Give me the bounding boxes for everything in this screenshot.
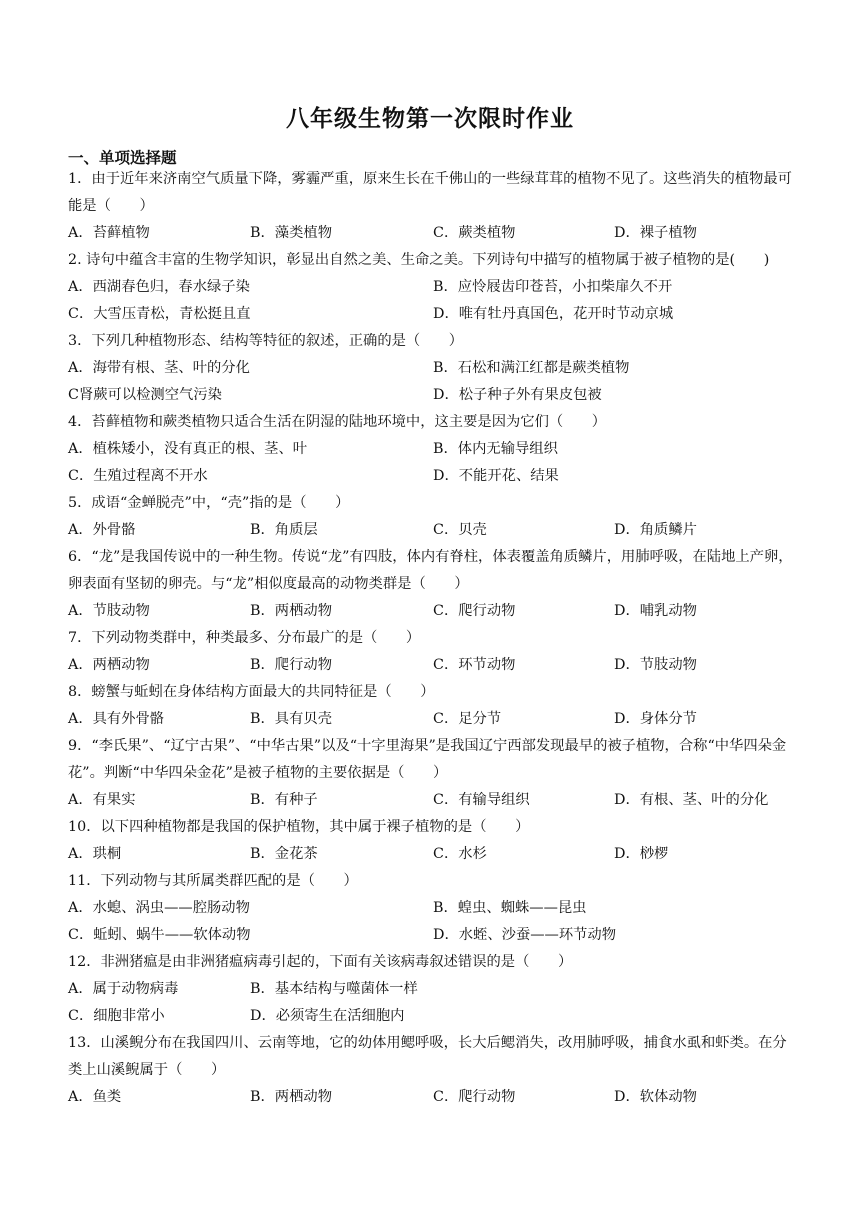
option-b: B．两栖动物 — [250, 603, 332, 619]
option-c: C．足分节 — [433, 711, 502, 727]
option-c: C肾蕨可以检测空气污染 — [68, 387, 222, 403]
question-1-stem: 1．由于近年来济南空气质量下降，雾霾严重，原来生长在千佛山的一些绿茸茸的植物不见了。这些消失的植物最可能是（ ） — [68, 171, 792, 214]
question-11-stem: 11．下列动物与其所属类群匹配的是（ ） — [68, 873, 358, 889]
question-12-options-row2 — [68, 1003, 808, 1030]
option-a: A．植株矮小，没有真正的根、茎、叶 — [68, 441, 308, 457]
option-d: D．桫椤 — [614, 846, 669, 862]
question-3-options-row1 — [68, 355, 808, 382]
option-a: A．苔藓植物 — [68, 225, 150, 241]
option-d: D．裸子植物 — [614, 225, 697, 241]
option-b: B．角质层 — [250, 522, 318, 538]
option-d: D．哺乳动物 — [614, 603, 697, 619]
question-8-stem: 8．螃蟹与蚯蚓在身体结构方面最大的共同特征是（ ） — [68, 684, 435, 700]
option-b: B．爬行动物 — [250, 657, 332, 673]
question-3-stem: 3．下列几种植物形态、结构等特征的叙述，正确的是（ ） — [68, 333, 464, 349]
option-a: A．鱼类 — [68, 1089, 122, 1105]
question-11-options-row2 — [68, 922, 808, 949]
option-b: B．藻类植物 — [250, 225, 332, 241]
option-a: A．海带有根、茎、叶的分化 — [68, 360, 250, 376]
question-13-stem: 13．山溪鲵分布在我国四川、云南等地，它的幼体用鳃呼吸，长大后鳃消失，改用肺呼吸，捕食水虱和虾类。在分类上山溪鲵属于（ ） — [68, 1035, 787, 1078]
question-8-options — [68, 706, 808, 733]
option-a: A．两栖动物 — [68, 657, 150, 673]
option-b: B．应怜屐齿印苍苔，小扣柴扉久不开 — [433, 279, 673, 295]
option-b: B．金花茶 — [250, 846, 318, 862]
section-heading: 一、单项选择题 — [68, 149, 177, 167]
question-12-options-row1 — [68, 976, 808, 1003]
option-c: C．细胞非常小 — [68, 1008, 165, 1024]
option-b: B．具有贝壳 — [250, 711, 332, 727]
question-9-stem: 9．“李氏果”、“辽宁古果”、“中华古果”以及“十字里海果”是我国辽宁西部发现最早的被子植物，合称“中华四朵金花”。判断“中华四朵金花”是被子植物的主要依据是（ ） — [68, 738, 787, 781]
option-a: A．属于动物病毒 — [68, 981, 179, 997]
option-d: D．角质鳞片 — [614, 522, 697, 538]
option-a: A．节肢动物 — [68, 603, 150, 619]
question-1-options — [68, 220, 808, 247]
question-13-options — [68, 1084, 808, 1111]
option-c: C．水杉 — [433, 846, 487, 862]
option-c: C．爬行动物 — [433, 1089, 516, 1105]
option-d: D．必须寄生在活细胞内 — [250, 1008, 405, 1024]
option-d: D．松子种子外有果皮包被 — [433, 387, 602, 403]
option-a: A．珙桐 — [68, 846, 122, 862]
question-2-stem: 2. 诗句中蕴含丰富的生物学知识，彰显出自然之美、生命之美。下列诗句中描写的植物属于被子植物的是( ) — [68, 252, 770, 268]
question-4-options-row2 — [68, 463, 808, 490]
option-b: B．石松和满江红都是蕨类植物 — [433, 360, 630, 376]
question-10-options — [68, 841, 808, 868]
document-title: 八年级生物第一次限时作业 — [286, 106, 574, 132]
question-3-options-row2 — [68, 382, 808, 409]
question-10-stem: 10．以下四种植物都是我国的保护植物，其中属于裸子植物的是（ ） — [68, 819, 530, 835]
question-4-stem: 4．苔藓植物和蕨类植物只适合生活在阴湿的陆地环境中，这主要是因为它们（ ） — [68, 414, 607, 430]
question-11-options-row1 — [68, 895, 808, 922]
option-c: C．生殖过程离不开水 — [68, 468, 208, 484]
option-c: C．环节动物 — [433, 657, 516, 673]
question-7-stem: 7．下列动物类群中，种类最多、分布最广的是（ ） — [68, 630, 421, 646]
question-2-options-row1 — [68, 274, 808, 301]
option-c: C．有输导组织 — [433, 792, 530, 808]
question-6-stem: 6．“龙”是我国传说中的一种生物。传说“龙”有四肢，体内有脊柱，体表覆盖角质鳞片，用肺呼吸，在陆地上产卵，卵表面有坚韧的卵壳。与“龙”相似度最高的动物类群是（ ） — [68, 549, 793, 592]
option-a: A．西湖春色归，春水绿子染 — [68, 279, 250, 295]
question-5-stem: 5．成语“金蝉脱壳”中，“壳”指的是（ ） — [68, 495, 350, 511]
option-c: C．贝壳 — [433, 522, 487, 538]
option-b: B．体内无输导组织 — [433, 441, 558, 457]
question-12-stem: 12．非洲猪瘟是由非洲猪瘟病毒引起的，下面有关该病毒叙述错误的是（ ） — [68, 954, 573, 970]
option-d: D．不能开花、结果 — [433, 468, 559, 484]
question-4-options-row1 — [68, 436, 808, 463]
option-a: A．具有外骨骼 — [68, 711, 165, 727]
option-d: D．软体动物 — [614, 1089, 697, 1105]
option-a: A．水螅、涡虫——腔肠动物 — [68, 900, 250, 916]
option-c: C．大雪压青松，青松挺且直 — [68, 306, 251, 322]
question-5-options — [68, 517, 808, 544]
option-b: B．蝗虫、蜘蛛——昆虫 — [433, 900, 587, 916]
option-b: B．基本结构与噬菌体一样 — [250, 981, 418, 997]
question-2-options-row2 — [68, 301, 808, 328]
option-d: D．有根、茎、叶的分化 — [614, 792, 769, 808]
option-b: B．两栖动物 — [250, 1089, 332, 1105]
option-d: D．节肢动物 — [614, 657, 697, 673]
option-b: B．有种子 — [250, 792, 318, 808]
option-c: C．爬行动物 — [433, 603, 516, 619]
question-9-options — [68, 787, 808, 814]
option-d: D．水蛭、沙蚕——环节动物 — [433, 927, 617, 943]
option-d: D．唯有牡丹真国色，花开时节动京城 — [433, 306, 674, 322]
question-6-options — [68, 598, 808, 625]
option-c: C．蚯蚓、蜗牛——软体动物 — [68, 927, 251, 943]
question-7-options — [68, 652, 808, 679]
option-c: C．蕨类植物 — [433, 225, 516, 241]
option-a: A．外骨骼 — [68, 522, 136, 538]
option-a: A．有果实 — [68, 792, 136, 808]
option-d: D．身体分节 — [614, 711, 697, 727]
